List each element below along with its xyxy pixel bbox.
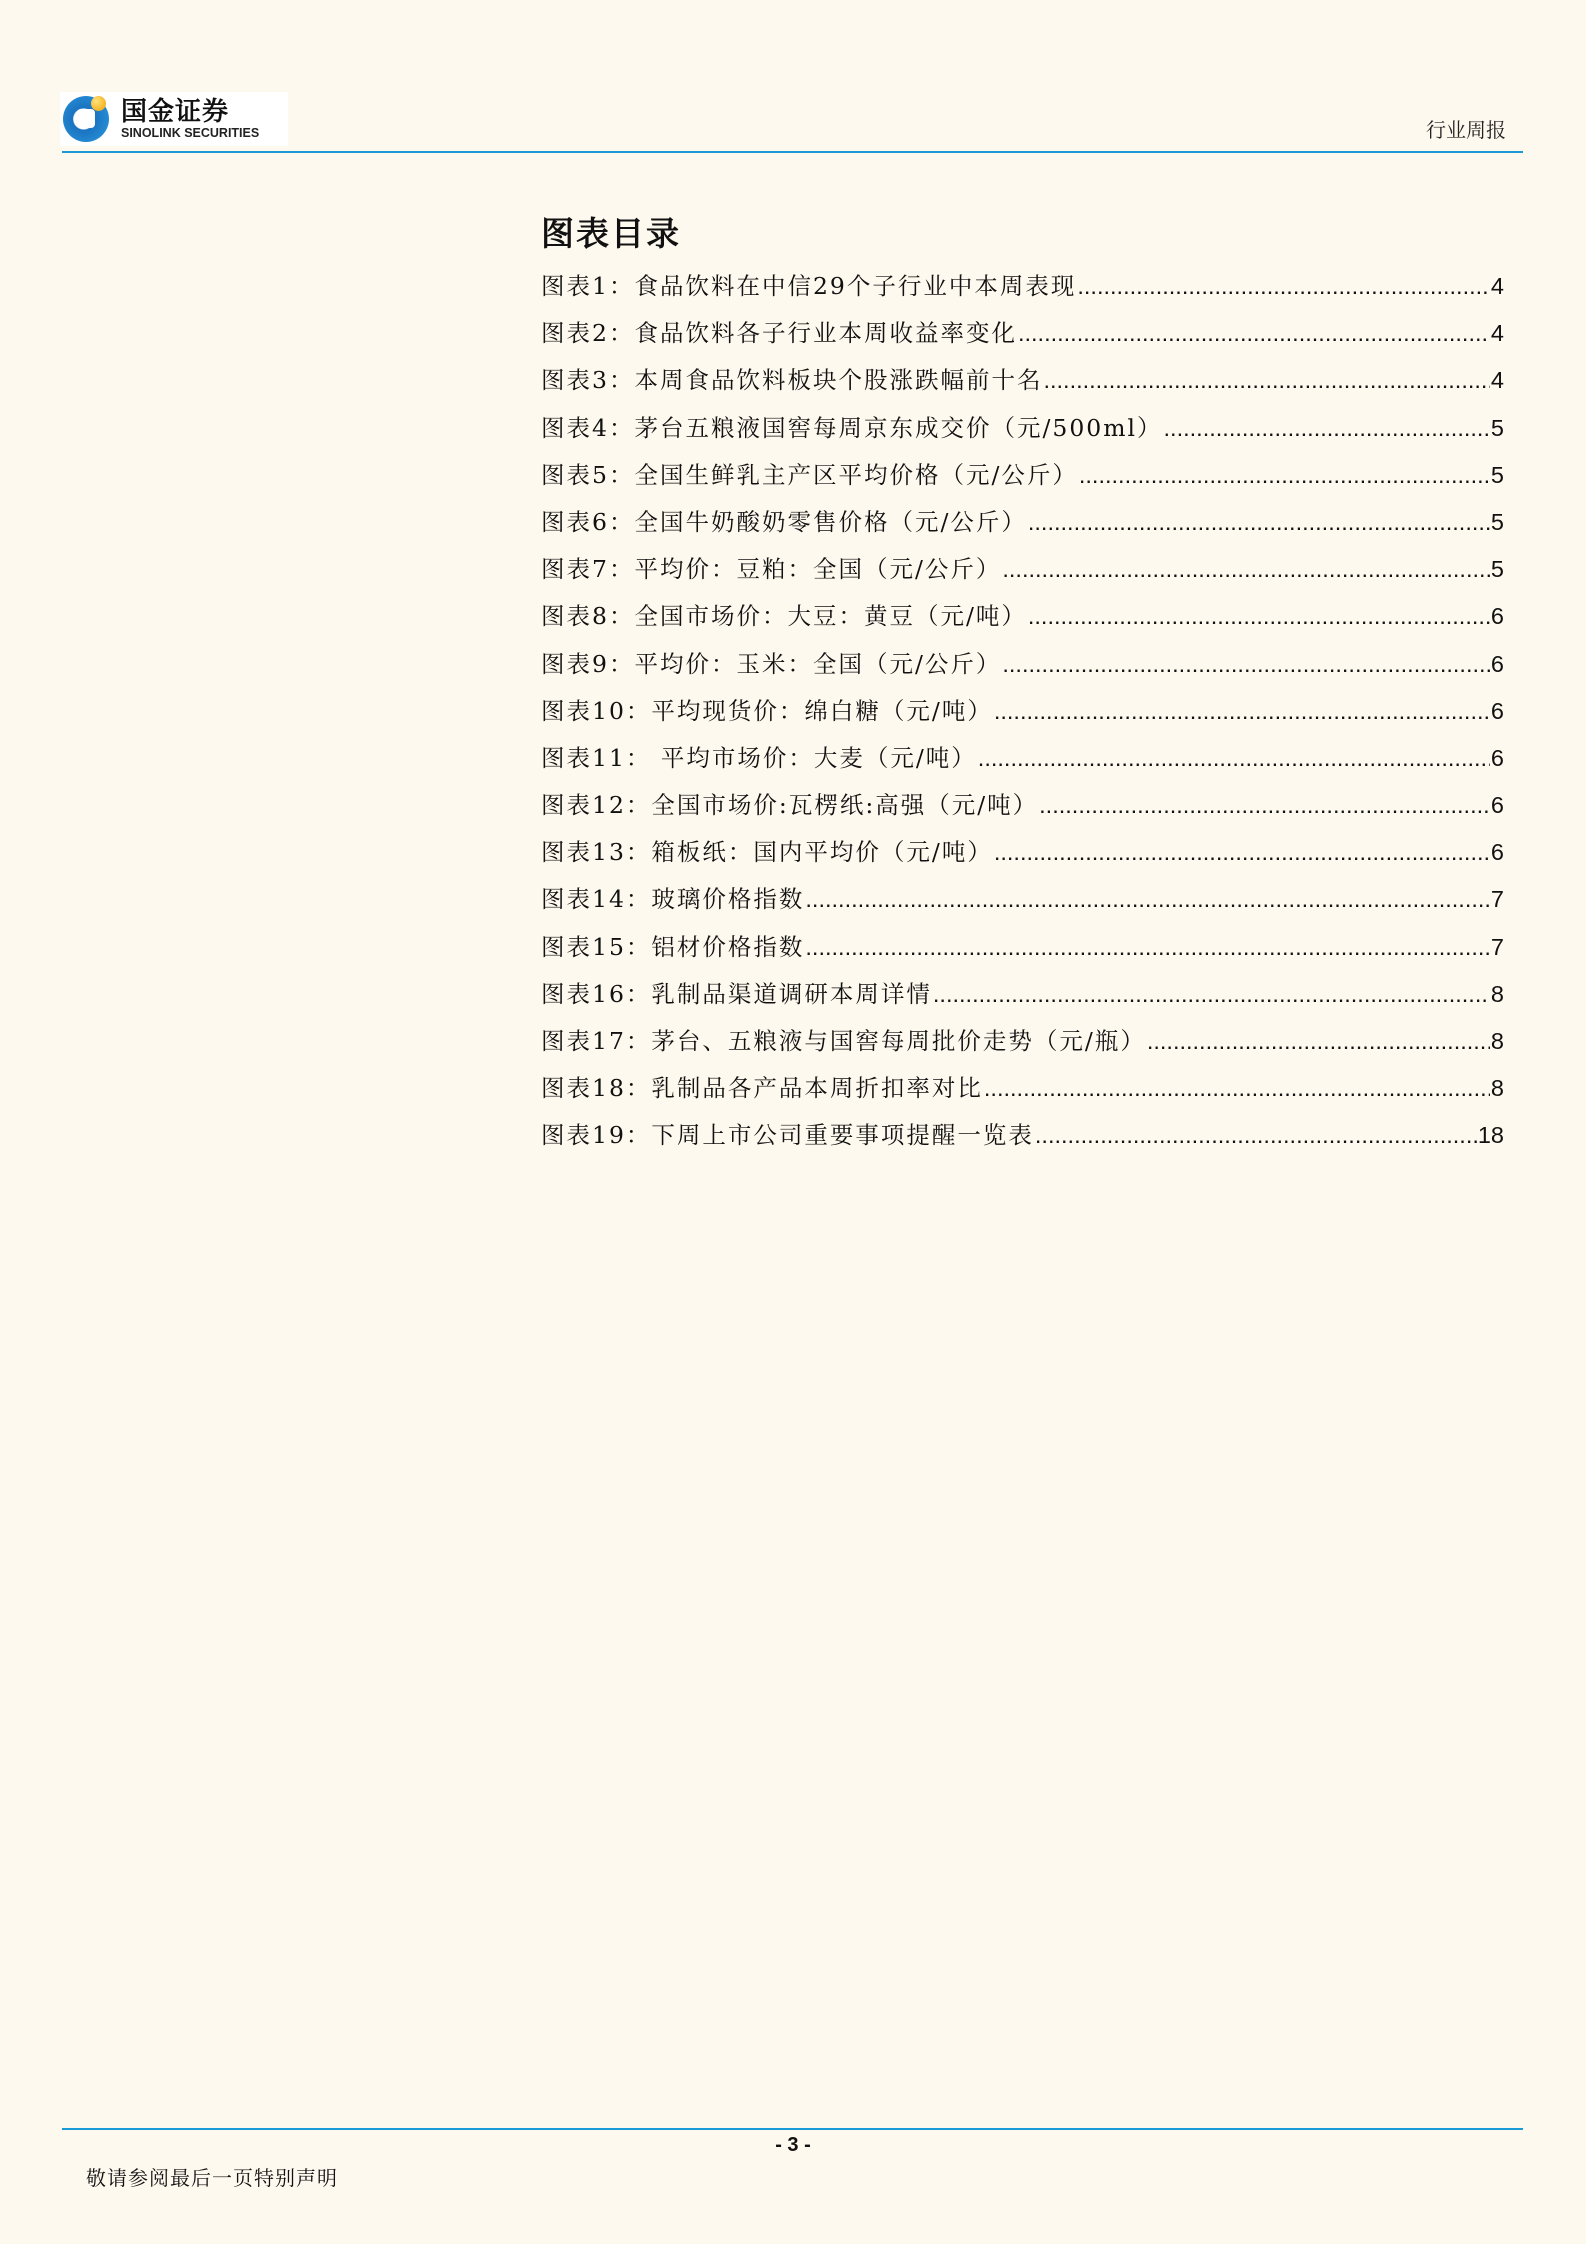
toc-entry[interactable]: [541, 880, 1504, 927]
toc-entry-page[interactable]: 6: [1490, 744, 1504, 771]
toc-entry[interactable]: [541, 1022, 1504, 1069]
page-number: - 3 -: [775, 2134, 811, 2156]
toc-entry[interactable]: [541, 550, 1504, 597]
leader-dots: [805, 934, 1490, 961]
toc-entry-page[interactable]: 6: [1490, 603, 1504, 630]
toc-entry-page[interactable]: 4: [1490, 320, 1504, 347]
toc-entry-label[interactable]: 图表13：箱板纸：国内平均价（元/吨）: [541, 838, 993, 867]
toc-entry[interactable]: [541, 597, 1504, 644]
disclaimer: 敬请参阅最后一页特别声明: [86, 2166, 338, 2190]
toc-entry-label[interactable]: 图表11： 平均市场价：大麦（元/吨）: [541, 743, 977, 772]
toc-entry[interactable]: [541, 361, 1504, 408]
toc-entry-label[interactable]: 图表19：下周上市公司重要事项提醒一览表: [541, 1121, 1034, 1150]
toc-entry-page[interactable]: 8: [1490, 1028, 1504, 1054]
toc-entry[interactable]: [541, 1116, 1504, 1163]
toc-entry-page[interactable]: 4: [1490, 367, 1504, 394]
toc-entry[interactable]: [541, 314, 1504, 361]
toc-entry-label[interactable]: 图表18：乳制品各产品本周折扣率对比: [541, 1074, 983, 1103]
leader-dots: [984, 1075, 1490, 1102]
toc-entry-label[interactable]: 图表17：茅台、五粮液与国窖每周批价走势（元/瓶）: [541, 1027, 1146, 1055]
toc-entry-page[interactable]: 7: [1490, 886, 1504, 913]
toc-title: 图表目录: [541, 214, 681, 253]
toc-entry[interactable]: [541, 1069, 1504, 1116]
toc-entry-label[interactable]: 图表2：食品饮料各子行业本周收益率变化: [541, 319, 1017, 348]
leader-dots: [1039, 792, 1490, 819]
leader-dots: [1164, 415, 1490, 442]
leader-dots: [1035, 1122, 1477, 1149]
logo-chinese-name: 国金证券: [121, 97, 230, 127]
toc-entry-label[interactable]: 图表9：平均价：玉米：全国（元/公斤）: [541, 649, 1002, 678]
toc-entry-page[interactable]: 18: [1477, 1122, 1504, 1149]
toc-entry[interactable]: [541, 267, 1504, 314]
leader-dots: [1079, 462, 1490, 489]
toc-entry-label[interactable]: 图表12：全国市场价:瓦楞纸:高强（元/吨）: [541, 791, 1039, 820]
toc-entry[interactable]: [541, 456, 1504, 503]
footer-divider: [62, 2128, 1523, 2130]
leader-dots: [994, 839, 1490, 866]
toc-entry[interactable]: [541, 928, 1504, 975]
toc-entry-label[interactable]: 图表16：乳制品渠道调研本周详情: [541, 979, 932, 1008]
leader-dots: [933, 981, 1490, 1008]
toc-entry[interactable]: [541, 739, 1504, 786]
toc-entry-label[interactable]: 图表8：全国市场价：大豆：黄豆（元/吨）: [541, 602, 1027, 631]
toc-entry-label[interactable]: 图表6：全国牛奶酸奶零售价格（元/公斤）: [541, 507, 1027, 536]
header-divider: [62, 151, 1523, 153]
report-type: 行业周报: [1426, 118, 1506, 142]
toc-entry[interactable]: [541, 692, 1504, 739]
leader-dots: [1147, 1028, 1490, 1055]
toc-entry-page[interactable]: 5: [1490, 414, 1504, 441]
toc-entry-label[interactable]: 图表10：平均现货价：绵白糖（元/吨）: [541, 696, 993, 725]
leader-dots: [1043, 367, 1489, 394]
toc-entry-page[interactable]: 6: [1490, 697, 1504, 724]
toc-entry-page[interactable]: 7: [1490, 933, 1504, 960]
toc-entry-page[interactable]: 6: [1490, 792, 1504, 819]
logo-english-name: SINOLINK SECURITIES: [121, 126, 260, 140]
leader-dots: [1028, 509, 1490, 536]
toc-entry-page[interactable]: 8: [1490, 1075, 1504, 1102]
leader-dots: [1018, 320, 1490, 347]
toc-entry[interactable]: [541, 786, 1504, 833]
leader-dots: [1002, 556, 1490, 583]
leader-dots: [1077, 273, 1490, 300]
toc-entry-label[interactable]: 图表3：本周食品饮料板块个股涨跌幅前十名: [541, 366, 1043, 395]
company-logo: [60, 92, 288, 146]
toc-entry[interactable]: [541, 975, 1504, 1022]
leader-dots: [1002, 651, 1490, 678]
toc-entry-label[interactable]: 图表15：铝材价格指数: [541, 932, 805, 961]
toc-entry-page[interactable]: 6: [1490, 839, 1504, 866]
toc-entry-label[interactable]: 图表7：平均价：豆粕：全国（元/公斤）: [541, 555, 1002, 584]
toc-entry[interactable]: [541, 503, 1504, 550]
logo-icon: [63, 94, 113, 144]
toc-entry[interactable]: [541, 645, 1504, 692]
toc-entry-label[interactable]: 图表4：茅台五粮液国窖每周京东成交价（元/500ml）: [541, 413, 1163, 442]
toc-entry-page[interactable]: 6: [1490, 650, 1504, 677]
toc-entry-page[interactable]: 4: [1490, 273, 1504, 299]
table-of-figures: [541, 267, 1504, 1164]
toc-entry[interactable]: [541, 409, 1504, 456]
toc-entry-page[interactable]: 5: [1490, 556, 1504, 583]
toc-entry[interactable]: [541, 833, 1504, 880]
toc-entry-page[interactable]: 8: [1490, 980, 1504, 1007]
leader-dots: [978, 745, 1490, 772]
leader-dots: [994, 698, 1490, 725]
leader-dots: [1028, 603, 1490, 630]
toc-entry-page[interactable]: 5: [1490, 508, 1504, 535]
toc-entry-label[interactable]: 图表5：全国生鲜乳主产区平均价格（元/公斤）: [541, 460, 1078, 489]
leader-dots: [805, 886, 1490, 913]
toc-entry-label[interactable]: 图表1：食品饮料在中信29个子行业中本周表现: [541, 272, 1077, 300]
toc-entry-page[interactable]: 5: [1490, 461, 1504, 488]
toc-entry-label[interactable]: 图表14：玻璃价格指数: [541, 885, 805, 914]
